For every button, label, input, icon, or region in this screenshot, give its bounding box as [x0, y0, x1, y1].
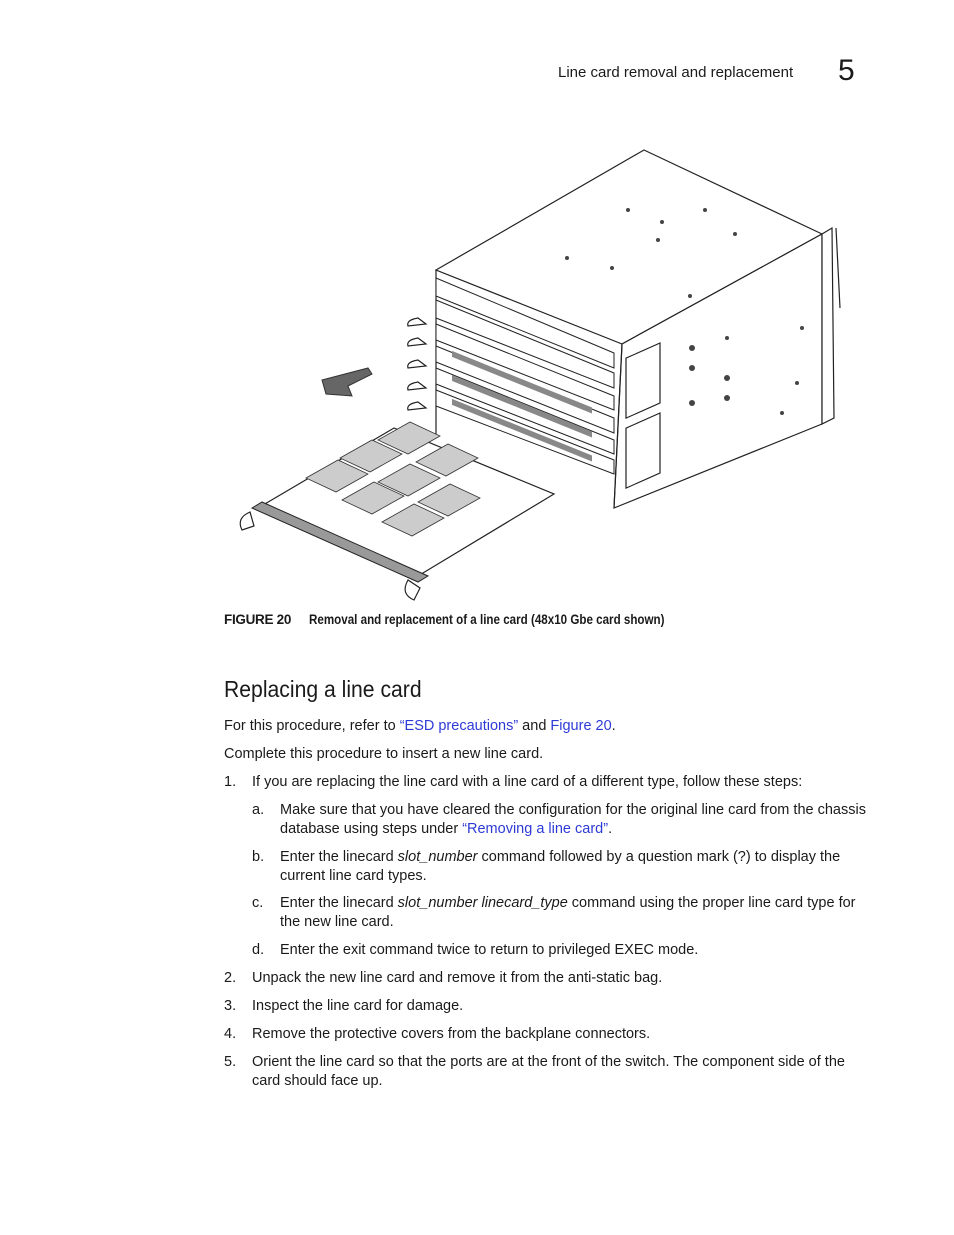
removing-line-card-link[interactable]: “Removing a line card” [462, 821, 609, 837]
substep-text [280, 801, 872, 839]
substep-c-prefix: Enter the [280, 895, 343, 911]
intro-paragraph [224, 717, 864, 736]
chapter-number: 5 [838, 54, 855, 87]
line-card-illustration [222, 148, 852, 608]
substep-letter: d. [252, 942, 265, 958]
step-number: 5. [224, 1054, 237, 1070]
step-number: 2. [224, 970, 237, 986]
step-text: Remove the protective covers from the backplane connectors. [252, 1026, 651, 1042]
command-argument: slot_number linecard_type [393, 895, 568, 911]
step-text: Inspect the line card for damage. [252, 998, 464, 1014]
figure-caption-text: Removal and replacement of a line card (48x10 Gbe card shown) [309, 612, 665, 627]
substep-text [280, 894, 872, 932]
step-number: 3. [224, 998, 237, 1014]
intro-suffix: . [611, 718, 616, 734]
step-number: 1. [224, 774, 237, 790]
step-text: Unpack the new line card and remove it from the anti-static bag. [252, 970, 663, 986]
substep-d-suffix: command twice to return to privileged EXEC mode. [365, 942, 699, 958]
substep-b-prefix: Enter the [280, 849, 343, 865]
substep-text [280, 848, 872, 886]
figure-caption [224, 612, 665, 627]
command-exit: exit [342, 942, 366, 958]
esd-precautions-link[interactable]: “ESD precautions” [399, 718, 519, 734]
step-text: Orient the line card so that the ports are at the front of the switch. The component side of the card should face up. [252, 1054, 845, 1089]
substep-letter: c. [252, 895, 264, 911]
command-linecard: linecard [342, 849, 394, 865]
substep-text [280, 941, 872, 960]
intro-mid: and [518, 718, 551, 734]
substep-a-prefix: Make sure that you have cleared the configuration for the original line card from the chassis database using steps under [280, 802, 866, 837]
intro-prefix: For this procedure, refer to [224, 718, 400, 734]
intro-paragraph-2: Complete this procedure to insert a new line card. [224, 746, 544, 762]
command-linecard: linecard [342, 895, 394, 911]
figure-20-link[interactable]: Figure 20 [550, 718, 612, 734]
substep-a-suffix: . [608, 821, 613, 837]
substep-letter: b. [252, 849, 265, 865]
running-header-title: Line card removal and replacement [558, 64, 794, 81]
substep-c-suffix: command using the proper line card type for the new line card. [280, 895, 856, 930]
figure-label: FIGURE 20 [224, 612, 292, 627]
substep-b-suffix: command followed by a question mark (?) to display the current line card types. [280, 849, 841, 884]
step-number: 4. [224, 1026, 237, 1042]
step-text: If you are replacing the line card with a line card of a different type, follow these steps: [252, 774, 803, 790]
substep-letter: a. [252, 802, 265, 818]
command-argument: slot_number [393, 849, 478, 865]
substep-d-prefix: Enter the [280, 942, 343, 958]
section-title: Replacing a line card [224, 676, 422, 702]
